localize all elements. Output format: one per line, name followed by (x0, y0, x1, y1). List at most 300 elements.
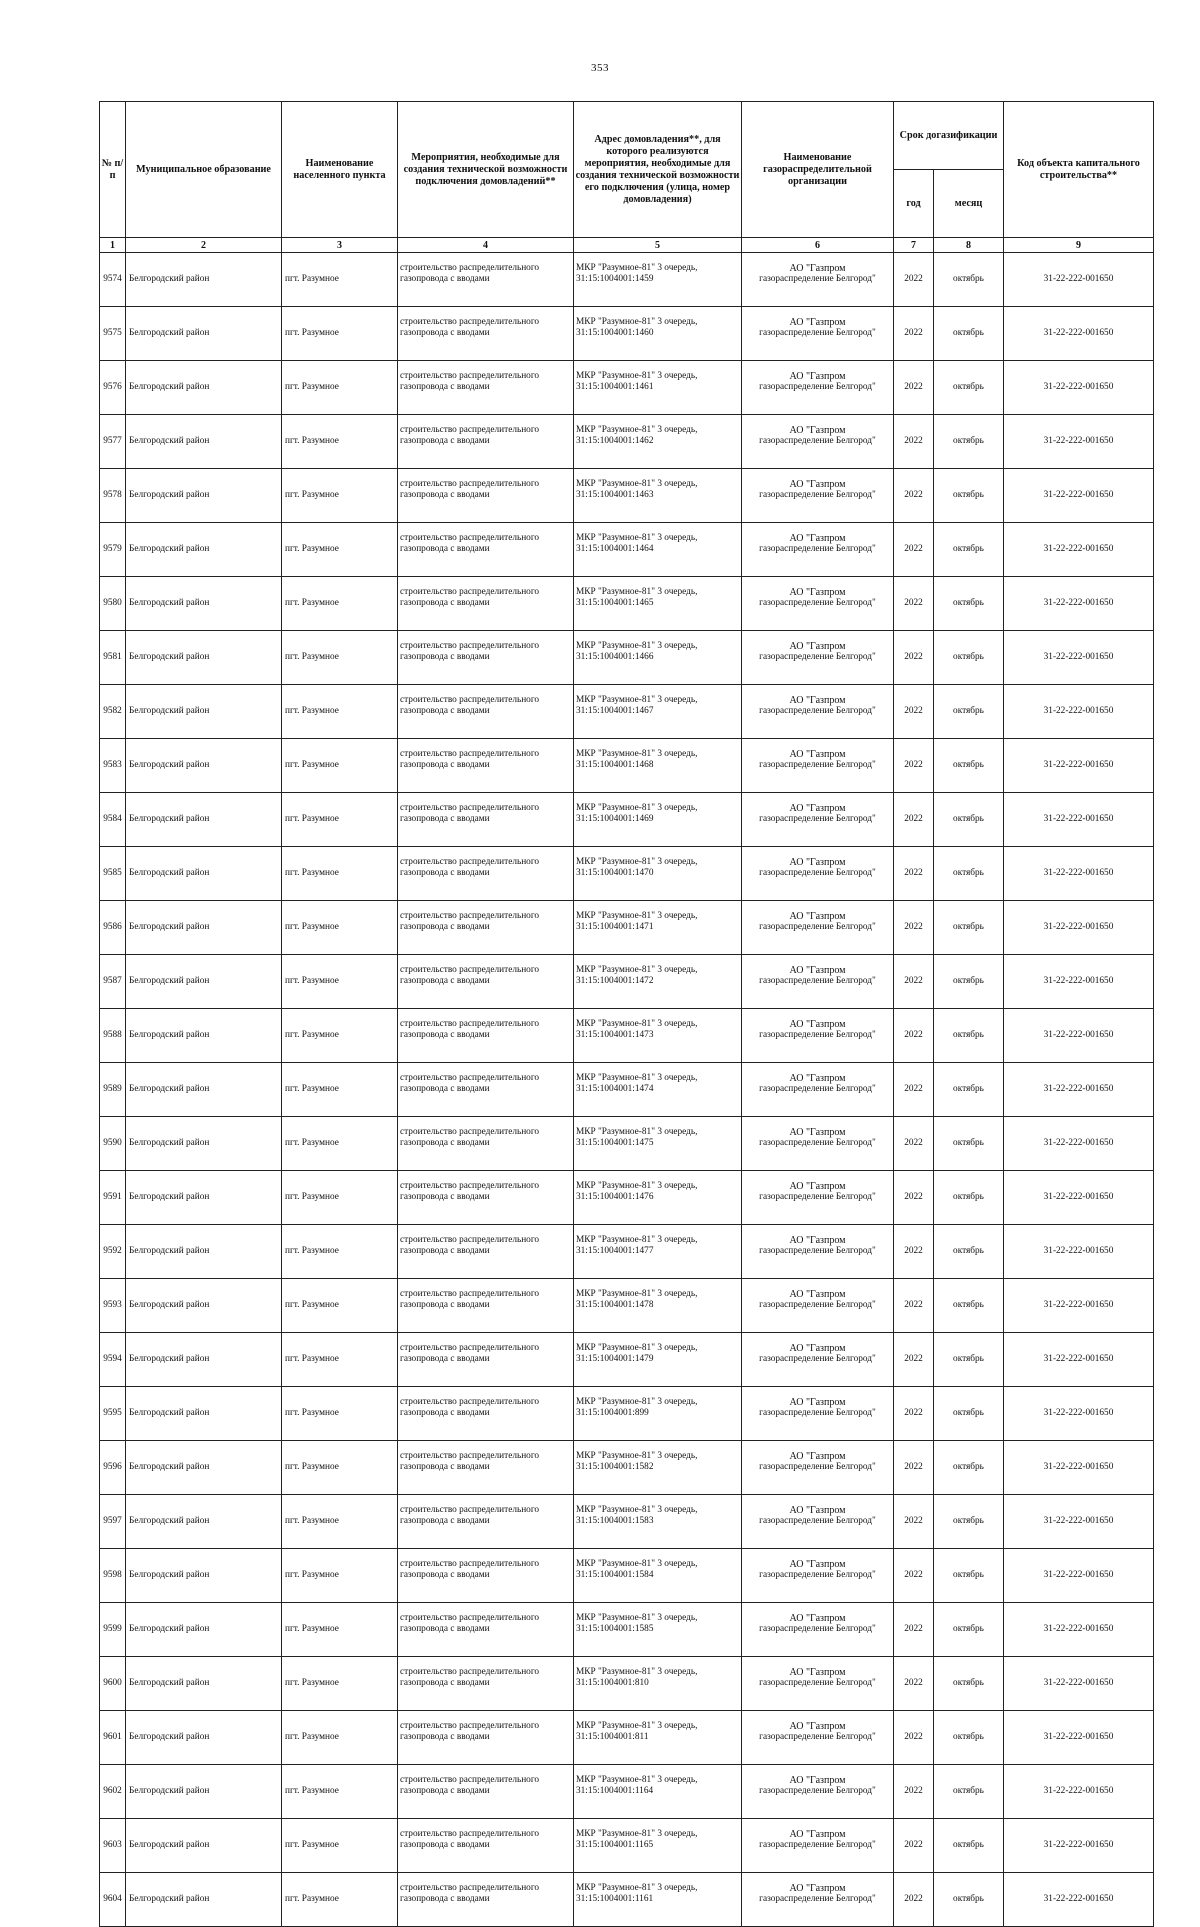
address-cell-line: МКР "Разумное-81" 3 очередь, (576, 1667, 698, 1677)
activity-cell-line: газопровода с вводами (400, 814, 490, 824)
address-cell-line: МКР "Разумное-81" 3 очередь, (576, 533, 698, 543)
organization-cell-line: газораспределение Белгород" (759, 490, 876, 500)
activity-cell (398, 847, 574, 901)
locality-cell: пгт. Разумное (282, 1765, 398, 1819)
organization-cell (742, 253, 894, 307)
year-cell: 2022 (894, 631, 934, 685)
object-code-cell: 31-22-222-001650 (1004, 415, 1154, 469)
organization-cell (742, 631, 894, 685)
row-number-cell: 9582 (100, 685, 126, 739)
month-cell: октябрь (934, 1873, 1004, 1927)
object-code-cell: 31-22-222-001650 (1004, 1279, 1154, 1333)
locality-cell: пгт. Разумное (282, 1225, 398, 1279)
address-cell (574, 793, 742, 847)
year-cell: 2022 (894, 1657, 934, 1711)
organization-cell-line: АО "Газпром (789, 1721, 846, 1732)
month-cell: октябрь (934, 1117, 1004, 1171)
activity-cell (398, 1387, 574, 1441)
activity-cell-line: строительство распределительного (400, 533, 540, 543)
row-number-cell: 9579 (100, 523, 126, 577)
row-number-cell: 9599 (100, 1603, 126, 1657)
locality-cell: пгт. Разумное (282, 1279, 398, 1333)
object-code-cell: 31-22-222-001650 (1004, 1387, 1154, 1441)
activity-cell (398, 631, 574, 685)
activity-cell (398, 1171, 574, 1225)
address-cell-line: МКР "Разумное-81" 3 очередь, (576, 749, 698, 759)
object-code-cell: 31-22-222-001650 (1004, 1657, 1154, 1711)
address-cell-line: МКР "Разумное-81" 3 очередь, (576, 1289, 698, 1299)
address-cell-line: 31:15:1004001:1161 (576, 1894, 654, 1904)
organization-cell-line: АО "Газпром (789, 1451, 846, 1462)
organization-cell-line: АО "Газпром (789, 1235, 846, 1246)
organization-cell-line: АО "Газпром (789, 1289, 846, 1300)
address-cell-line: МКР "Разумное-81" 3 очередь, (576, 803, 698, 813)
municipality-cell: Белгородский район (126, 577, 282, 631)
object-code-cell: 31-22-222-001650 (1004, 1225, 1154, 1279)
activity-cell-line: газопровода с вводами (400, 544, 490, 554)
address-cell-line: МКР "Разумное-81" 3 очередь, (576, 965, 698, 975)
month-cell: октябрь (934, 1765, 1004, 1819)
municipality-cell: Белгородский район (126, 685, 282, 739)
address-cell-line: МКР "Разумное-81" 3 очередь, (576, 1559, 698, 1569)
address-cell (574, 1819, 742, 1873)
municipality-cell: Белгородский район (126, 523, 282, 577)
month-cell: октябрь (934, 523, 1004, 577)
activity-cell-line: строительство распределительного (400, 641, 540, 651)
organization-cell-line: газораспределение Белгород" (759, 1786, 876, 1796)
address-cell-line: МКР "Разумное-81" 3 очередь, (576, 857, 698, 867)
activity-cell-line: газопровода с вводами (400, 1354, 490, 1364)
municipality-cell: Белгородский район (126, 1603, 282, 1657)
month-cell: октябрь (934, 577, 1004, 631)
object-code-cell: 31-22-222-001650 (1004, 1711, 1154, 1765)
object-code-cell: 31-22-222-001650 (1004, 1063, 1154, 1117)
object-code-cell: 31-22-222-001650 (1004, 577, 1154, 631)
table-row (100, 307, 1154, 361)
activity-cell-line: строительство распределительного (400, 749, 540, 759)
object-code-cell: 31-22-222-001650 (1004, 1333, 1154, 1387)
organization-cell-line: газораспределение Белгород" (759, 814, 876, 824)
address-cell-line: МКР "Разумное-81" 3 очередь, (576, 1451, 698, 1461)
municipality-cell: Белгородский район (126, 1873, 282, 1927)
organization-cell-line: газораспределение Белгород" (759, 544, 876, 554)
year-cell: 2022 (894, 415, 934, 469)
activity-cell (398, 1873, 574, 1927)
locality-cell: пгт. Разумное (282, 1387, 398, 1441)
organization-cell (742, 1171, 894, 1225)
municipality-cell: Белгородский район (126, 1495, 282, 1549)
municipality-cell: Белгородский район (126, 469, 282, 523)
municipality-cell: Белгородский район (126, 1657, 282, 1711)
organization-cell (742, 685, 894, 739)
column-number: 1 (100, 238, 126, 253)
activity-cell (398, 1279, 574, 1333)
table-row (100, 955, 1154, 1009)
year-cell: 2022 (894, 1225, 934, 1279)
activity-cell (398, 1657, 574, 1711)
activity-cell-line: строительство распределительного (400, 1559, 540, 1569)
address-cell-line: 31:15:1004001:1475 (576, 1138, 654, 1148)
month-cell: октябрь (934, 685, 1004, 739)
organization-cell-line: газораспределение Белгород" (759, 1894, 876, 1904)
year-cell: 2022 (894, 901, 934, 955)
activity-cell-line: газопровода с вводами (400, 1624, 490, 1634)
organization-cell (742, 577, 894, 631)
activity-cell-line: газопровода с вводами (400, 598, 490, 608)
organization-cell-line: газораспределение Белгород" (759, 976, 876, 986)
table-row (100, 577, 1154, 631)
address-cell-line: 31:15:1004001:1477 (576, 1246, 654, 1256)
activity-cell-line: газопровода с вводами (400, 1462, 490, 1472)
header-year: год (894, 170, 934, 238)
table-row (100, 685, 1154, 739)
municipality-cell: Белгородский район (126, 1117, 282, 1171)
organization-cell-line: АО "Газпром (789, 371, 846, 382)
municipality-cell: Белгородский район (126, 901, 282, 955)
locality-cell: пгт. Разумное (282, 1117, 398, 1171)
table-row (100, 1765, 1154, 1819)
address-cell-line: 31:15:1004001:1467 (576, 706, 654, 716)
address-cell-line: 31:15:1004001:1469 (576, 814, 654, 824)
activity-cell-line: газопровода с вводами (400, 1894, 490, 1904)
address-cell (574, 523, 742, 577)
locality-cell: пгт. Разумное (282, 685, 398, 739)
year-cell: 2022 (894, 1765, 934, 1819)
organization-cell-line: газораспределение Белгород" (759, 436, 876, 446)
object-code-cell: 31-22-222-001650 (1004, 631, 1154, 685)
address-cell (574, 1225, 742, 1279)
address-cell-line: 31:15:1004001:1461 (576, 382, 654, 392)
table-row (100, 1063, 1154, 1117)
object-code-cell: 31-22-222-001650 (1004, 361, 1154, 415)
address-cell-line: МКР "Разумное-81" 3 очередь, (576, 479, 698, 489)
table-row (100, 901, 1154, 955)
column-number: 8 (934, 238, 1004, 253)
organization-cell-line: АО "Газпром (789, 1883, 846, 1894)
organization-cell (742, 793, 894, 847)
address-cell (574, 631, 742, 685)
organization-cell (742, 1063, 894, 1117)
municipality-cell: Белгородский район (126, 1225, 282, 1279)
locality-cell: пгт. Разумное (282, 415, 398, 469)
activity-cell-line: газопровода с вводами (400, 760, 490, 770)
address-cell-line: 31:15:1004001:1463 (576, 490, 654, 500)
activity-cell (398, 1117, 574, 1171)
row-number-cell: 9577 (100, 415, 126, 469)
row-number-cell: 9586 (100, 901, 126, 955)
organization-cell-line: АО "Газпром (789, 1505, 846, 1516)
organization-cell-line: АО "Газпром (789, 425, 846, 436)
month-cell: октябрь (934, 1441, 1004, 1495)
activity-cell-line: строительство распределительного (400, 1505, 540, 1515)
organization-cell-line: газораспределение Белгород" (759, 922, 876, 932)
object-code-cell: 31-22-222-001650 (1004, 739, 1154, 793)
municipality-cell: Белгородский район (126, 1765, 282, 1819)
activity-cell-line: газопровода с вводами (400, 1300, 490, 1310)
activity-cell-line: строительство распределительного (400, 263, 540, 273)
address-cell-line: МКР "Разумное-81" 3 очередь, (576, 1505, 698, 1515)
locality-cell: пгт. Разумное (282, 1495, 398, 1549)
address-cell-line: 31:15:1004001:1583 (576, 1516, 654, 1526)
organization-cell (742, 739, 894, 793)
month-cell: октябрь (934, 1819, 1004, 1873)
address-cell (574, 1873, 742, 1927)
organization-cell-line: газораспределение Белгород" (759, 868, 876, 878)
address-cell-line: 31:15:1004001:1465 (576, 598, 654, 608)
year-cell: 2022 (894, 1279, 934, 1333)
activity-cell-line: газопровода с вводами (400, 1138, 490, 1148)
address-cell (574, 1549, 742, 1603)
locality-cell: пгт. Разумное (282, 1711, 398, 1765)
municipality-cell: Белгородский район (126, 1279, 282, 1333)
table-row (100, 1657, 1154, 1711)
month-cell: октябрь (934, 415, 1004, 469)
organization-cell-line: АО "Газпром (789, 749, 846, 760)
address-cell-line: 31:15:1004001:1462 (576, 436, 654, 446)
address-cell (574, 1765, 742, 1819)
locality-cell: пгт. Разумное (282, 577, 398, 631)
table-row (100, 253, 1154, 307)
organization-cell-line: газораспределение Белгород" (759, 1354, 876, 1364)
activity-cell-line: строительство распределительного (400, 425, 540, 435)
activity-cell-line: строительство распределительного (400, 371, 540, 381)
table-row (100, 1117, 1154, 1171)
organization-cell (742, 1009, 894, 1063)
column-number: 2 (126, 238, 282, 253)
organization-cell-line: газораспределение Белгород" (759, 1030, 876, 1040)
municipality-cell: Белгородский район (126, 847, 282, 901)
address-cell (574, 1279, 742, 1333)
address-cell-line: 31:15:1004001:1473 (576, 1030, 654, 1040)
address-cell (574, 1387, 742, 1441)
address-cell-line: МКР "Разумное-81" 3 очередь, (576, 1235, 698, 1245)
address-cell-line: 31:15:1004001:1460 (576, 328, 654, 338)
object-code-cell: 31-22-222-001650 (1004, 1819, 1154, 1873)
activity-cell (398, 307, 574, 361)
month-cell: октябрь (934, 1495, 1004, 1549)
municipality-cell: Белгородский район (126, 1711, 282, 1765)
month-cell: октябрь (934, 1603, 1004, 1657)
activity-cell-line: газопровода с вводами (400, 436, 490, 446)
year-cell: 2022 (894, 1171, 934, 1225)
month-cell: октябрь (934, 253, 1004, 307)
year-cell: 2022 (894, 739, 934, 793)
table-row (100, 1873, 1154, 1927)
activity-cell (398, 1495, 574, 1549)
address-cell-line: МКР "Разумное-81" 3 очередь, (576, 695, 698, 705)
row-number-cell: 9598 (100, 1549, 126, 1603)
organization-cell-line: газораспределение Белгород" (759, 274, 876, 284)
activity-cell-line: строительство распределительного (400, 1019, 540, 1029)
organization-cell (742, 1495, 894, 1549)
row-number-cell: 9576 (100, 361, 126, 415)
address-cell-line: 31:15:1004001:1474 (576, 1084, 654, 1094)
column-number: 5 (574, 238, 742, 253)
month-cell: октябрь (934, 1711, 1004, 1765)
address-cell-line: МКР "Разумное-81" 3 очередь, (576, 371, 698, 381)
activity-cell-line: строительство распределительного (400, 1397, 540, 1407)
table-row (100, 361, 1154, 415)
locality-cell: пгт. Разумное (282, 307, 398, 361)
activity-cell (398, 523, 574, 577)
row-number-cell: 9574 (100, 253, 126, 307)
year-cell: 2022 (894, 523, 934, 577)
address-cell-line: 31:15:1004001:1459 (576, 274, 654, 284)
organization-cell-line: АО "Газпром (789, 479, 846, 490)
page-number: 353 (591, 62, 609, 74)
address-cell-line: МКР "Разумное-81" 3 очередь, (576, 911, 698, 921)
table-row (100, 1603, 1154, 1657)
object-code-cell: 31-22-222-001650 (1004, 1171, 1154, 1225)
activity-cell-line: газопровода с вводами (400, 1678, 490, 1688)
activity-cell-line: газопровода с вводами (400, 706, 490, 716)
municipality-cell: Белгородский район (126, 1819, 282, 1873)
organization-cell-line: газораспределение Белгород" (759, 1840, 876, 1850)
organization-cell-line: газораспределение Белгород" (759, 1624, 876, 1634)
address-cell-line: 31:15:1004001:1468 (576, 760, 654, 770)
year-cell: 2022 (894, 307, 934, 361)
locality-cell: пгт. Разумное (282, 1171, 398, 1225)
activity-cell-line: строительство распределительного (400, 1343, 540, 1353)
address-cell (574, 847, 742, 901)
municipality-cell: Белгородский район (126, 793, 282, 847)
year-cell: 2022 (894, 1873, 934, 1927)
month-cell: октябрь (934, 469, 1004, 523)
locality-cell: пгт. Разумное (282, 253, 398, 307)
table-row (100, 1171, 1154, 1225)
activity-cell-line: строительство распределительного (400, 587, 540, 597)
municipality-cell: Белгородский район (126, 955, 282, 1009)
address-cell (574, 1117, 742, 1171)
activity-cell (398, 361, 574, 415)
table-row (100, 469, 1154, 523)
municipality-cell: Белгородский район (126, 415, 282, 469)
organization-cell-line: газораспределение Белгород" (759, 1138, 876, 1148)
address-cell-line: 31:15:1004001:1582 (576, 1462, 654, 1472)
activity-cell-line: строительство распределительного (400, 965, 540, 975)
address-cell (574, 901, 742, 955)
organization-cell-line: газораспределение Белгород" (759, 706, 876, 716)
table-row (100, 1009, 1154, 1063)
header-address: Адрес домовладения**, для которого реализуются мероприятия, необходимые для создания технической возможности его подключения (улица, номер домовладения) (574, 102, 742, 238)
organization-cell (742, 955, 894, 1009)
address-cell-line: 31:15:1004001:1472 (576, 976, 654, 986)
municipality-cell: Белгородский район (126, 361, 282, 415)
activity-cell (398, 253, 574, 307)
month-cell: октябрь (934, 361, 1004, 415)
organization-cell-line: газораспределение Белгород" (759, 328, 876, 338)
locality-cell: пгт. Разумное (282, 1549, 398, 1603)
month-cell: октябрь (934, 901, 1004, 955)
municipality-cell: Белгородский район (126, 1171, 282, 1225)
activity-cell-line: строительство распределительного (400, 1289, 540, 1299)
year-cell: 2022 (894, 1549, 934, 1603)
organization-cell-line: АО "Газпром (789, 857, 846, 868)
activity-cell (398, 1009, 574, 1063)
organization-cell (742, 361, 894, 415)
row-number-cell: 9581 (100, 631, 126, 685)
header-num: № п/п (100, 102, 126, 238)
month-cell: октябрь (934, 1171, 1004, 1225)
object-code-cell: 31-22-222-001650 (1004, 307, 1154, 361)
month-cell: октябрь (934, 1009, 1004, 1063)
organization-cell (742, 1711, 894, 1765)
organization-cell (742, 1603, 894, 1657)
activity-cell (398, 415, 574, 469)
row-number-cell: 9587 (100, 955, 126, 1009)
activity-cell (398, 739, 574, 793)
organization-cell (742, 1549, 894, 1603)
address-cell (574, 1495, 742, 1549)
activity-cell (398, 1819, 574, 1873)
table-row (100, 1333, 1154, 1387)
organization-cell-line: газораспределение Белгород" (759, 1300, 876, 1310)
locality-cell: пгт. Разумное (282, 469, 398, 523)
activity-cell (398, 1549, 574, 1603)
address-cell (574, 1333, 742, 1387)
organization-cell-line: АО "Газпром (789, 1397, 846, 1408)
address-cell (574, 1009, 742, 1063)
organization-cell (742, 307, 894, 361)
year-cell: 2022 (894, 1117, 934, 1171)
activity-cell-line: строительство распределительного (400, 1613, 540, 1623)
address-cell-line: МКР "Разумное-81" 3 очередь, (576, 1775, 698, 1785)
organization-cell-line: АО "Газпром (789, 263, 846, 274)
activity-cell-line: газопровода с вводами (400, 328, 490, 338)
year-cell: 2022 (894, 1603, 934, 1657)
locality-cell: пгт. Разумное (282, 1009, 398, 1063)
address-cell-line: МКР "Разумное-81" 3 очередь, (576, 1019, 698, 1029)
locality-cell: пгт. Разумное (282, 1333, 398, 1387)
year-cell: 2022 (894, 469, 934, 523)
activity-cell-line: газопровода с вводами (400, 1192, 490, 1202)
header-month: месяц (934, 170, 1004, 238)
locality-cell: пгт. Разумное (282, 523, 398, 577)
activity-cell-line: газопровода с вводами (400, 1408, 490, 1418)
organization-cell-line: АО "Газпром (789, 641, 846, 652)
organization-cell (742, 901, 894, 955)
organization-cell (742, 1873, 894, 1927)
locality-cell: пгт. Разумное (282, 739, 398, 793)
locality-cell: пгт. Разумное (282, 1873, 398, 1927)
table-row (100, 1441, 1154, 1495)
object-code-cell: 31-22-222-001650 (1004, 1441, 1154, 1495)
locality-cell: пгт. Разумное (282, 1441, 398, 1495)
object-code-cell: 31-22-222-001650 (1004, 1117, 1154, 1171)
activity-cell (398, 1441, 574, 1495)
locality-cell: пгт. Разумное (282, 361, 398, 415)
municipality-cell: Белгородский район (126, 1333, 282, 1387)
address-cell-line: МКР "Разумное-81" 3 очередь, (576, 641, 698, 651)
activity-cell-line: газопровода с вводами (400, 1084, 490, 1094)
activity-cell (398, 1333, 574, 1387)
address-cell-line: МКР "Разумное-81" 3 очередь, (576, 1829, 698, 1839)
address-cell-line: 31:15:1004001:1470 (576, 868, 654, 878)
organization-cell-line: газораспределение Белгород" (759, 1192, 876, 1202)
year-cell: 2022 (894, 1387, 934, 1441)
organization-cell-line: АО "Газпром (789, 587, 846, 598)
organization-cell-line: АО "Газпром (789, 1667, 846, 1678)
activity-cell-line: газопровода с вводами (400, 1030, 490, 1040)
gasification-table (99, 101, 1154, 1927)
activity-cell-line: строительство распределительного (400, 1667, 540, 1677)
address-cell-line: 31:15:1004001:811 (576, 1732, 649, 1742)
address-cell-line: МКР "Разумное-81" 3 очередь, (576, 317, 698, 327)
address-cell-line: 31:15:1004001:1476 (576, 1192, 654, 1202)
activity-cell (398, 685, 574, 739)
address-cell-line: МКР "Разумное-81" 3 очередь, (576, 1127, 698, 1137)
activity-cell (398, 1063, 574, 1117)
